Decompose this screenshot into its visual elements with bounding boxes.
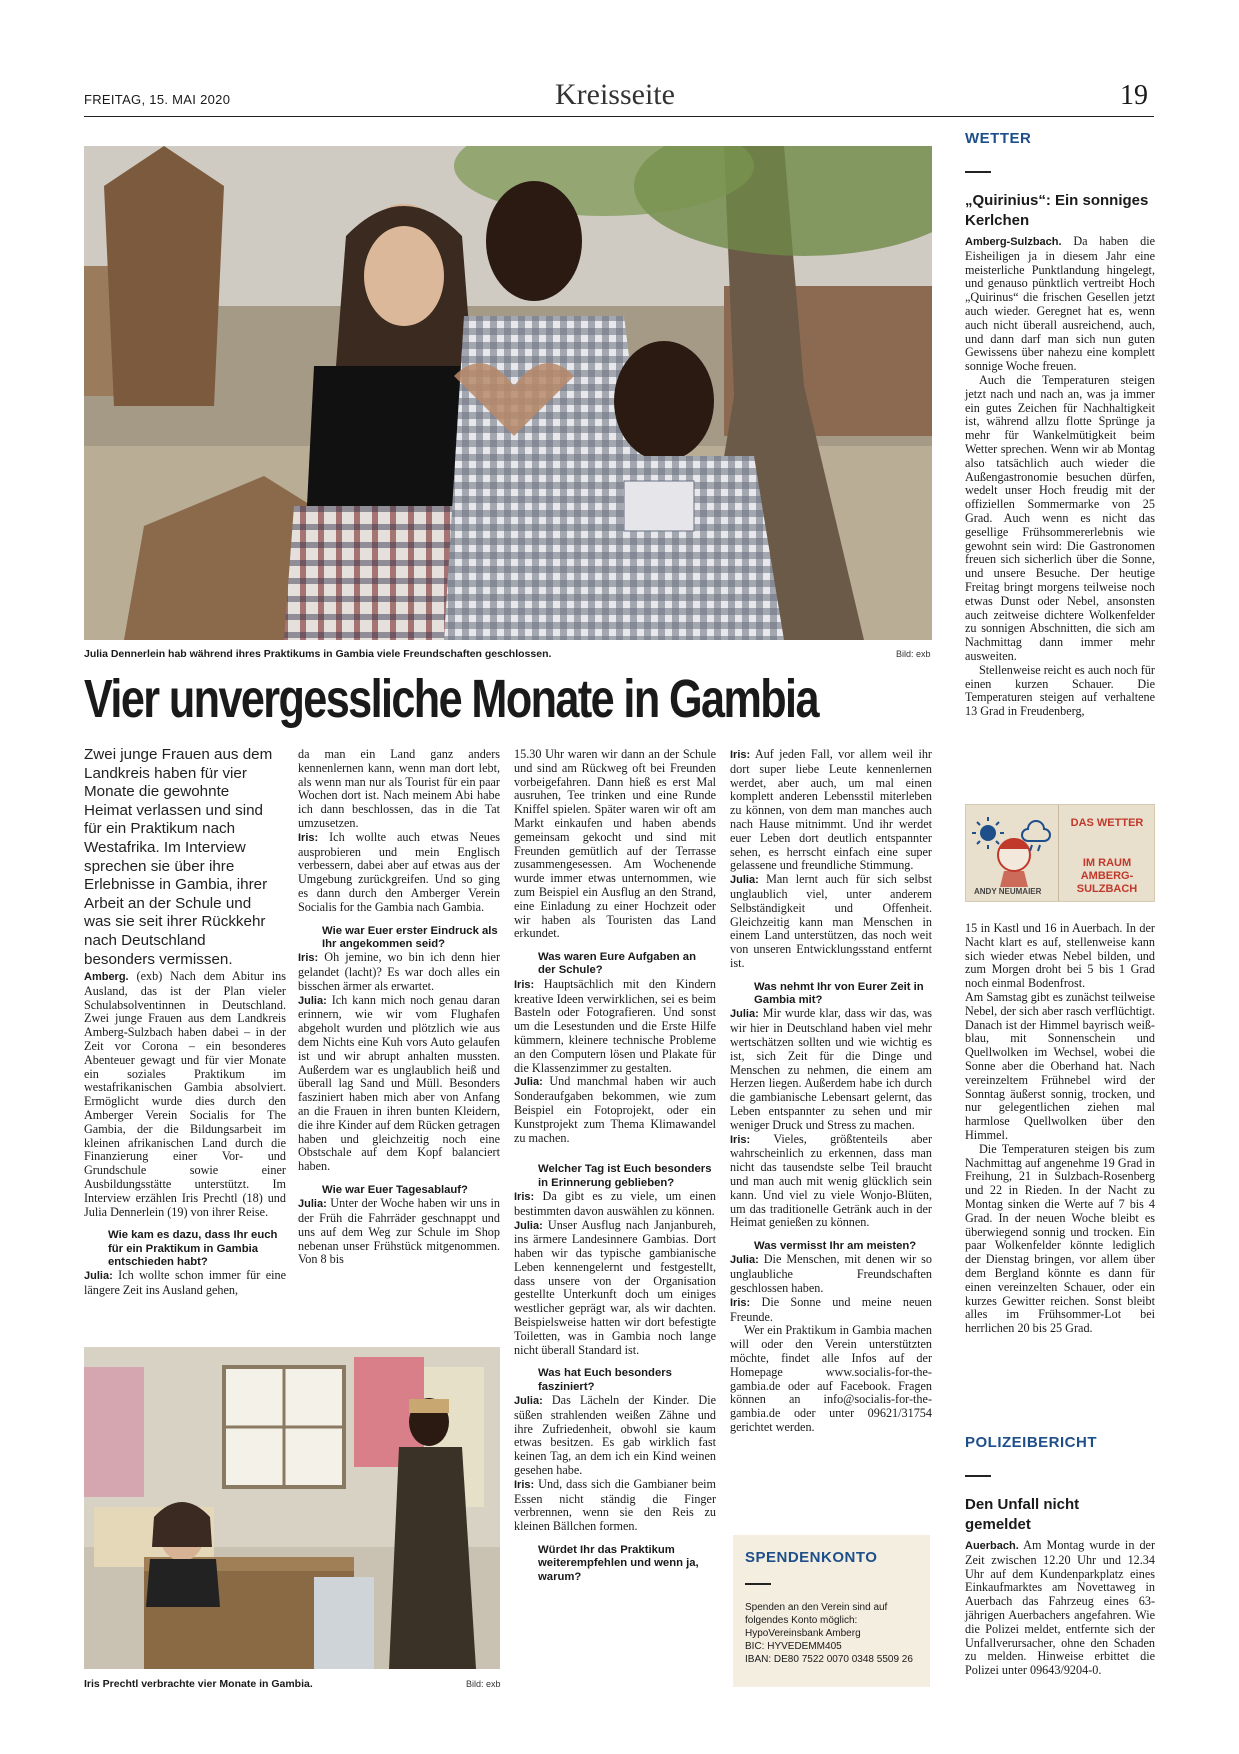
speaker: Julia: <box>730 874 759 887</box>
speaker: Iris: <box>298 952 319 965</box>
main-photo-caption: Julia Dennerlein hab während ihres Praktikums in Gambia viele Freundschaften geschlossen. <box>84 648 552 660</box>
speaker: Iris: <box>514 1478 535 1491</box>
answer-text: Man lernt auch für sich selbst unglaublich viel, unter anderem Selbständigkeit und Offenheit. Gleichzeitig kann man Menschen in einem Land unterstützen, das noch weit von unseren Entwicklungsstand entfernt ist. <box>730 872 932 970</box>
donation-iban: IBAN: DE80 7522 0070 0348 5509 26 <box>745 1654 913 1665</box>
article-column-3 <box>514 748 716 1584</box>
section-title: Kreisseite <box>555 78 675 111</box>
weather-badge <box>965 804 1155 902</box>
answer-text: Hauptsächlich mit den Kindern kreative Ideen verwirklichen, sei es beim Basteln oder Fotografieren. Und sonst um die Lesestunden und die Erste Hilfe kümmern, kleinere technische Probleme an den Computern lösen und Plakate für die Klassenzimmer zu gestalten. <box>514 976 716 1075</box>
speaker: Iris: <box>514 978 535 991</box>
weather-text: Die Temperaturen steigen bis zum Nachmittag auf angenehme 19 Grad in Freihung, 21 in Sulzbach-Rosenberg und 22 in Rieden. In der Nacht zu Montag sinken die Werte auf 7 bis 4 Grad. In der neuen Woche bleibt es überwiegend sonnig und trocken. Ein paar Wolkenfelder könnte lediglich der Dienstag bringen, vor allem über dem Bergland könnte es dann für einen vereinzelten Schauer, oder ein kurzes Gewitter reichen. Sonst bleibt alles im Frühsommer-Lot bei herrlichen 20 bis 25 Grad. <box>965 1141 1155 1336</box>
answer-text: Unter der Woche haben wir uns in der Früh die Fahrräder geschnappt und uns auf dem Weg zur Schule im Shop nebenan unser Frühstück mitgenommen. Von 8 bis <box>298 1196 500 1267</box>
speaker: Julia: <box>730 1008 759 1021</box>
weather-author: ANDY NEUMAIER <box>974 887 1042 896</box>
dateline: Amberg. <box>84 971 129 983</box>
weather-body-continued <box>965 922 1155 1336</box>
badge-divider <box>1058 805 1059 901</box>
speaker: Iris: <box>298 831 319 844</box>
speaker: Julia: <box>730 1254 759 1267</box>
weather-body <box>965 235 1155 719</box>
question: Was waren Eure Aufgaben an der Schule? <box>538 951 696 977</box>
answer-text: Das Lächeln der Kinder. Die süßen strahlenden weißen Zähne und ihre Zufriedenheit, obwohl sie kaum etwas besitzen. Es gab wirklich fast keinen Tag, an dem ich ein Kind weinen gesehen habe. <box>514 1393 717 1478</box>
intro-text: (exb) Nach dem Abitur ins Ausland, das ist der Plan vieler Schulabsolventinnen in Deutschland. Zwei junge Frauen aus dem Landkreis Amberg-Sulzbach haben dabei – in der Zeit vor Corona – ein besonderes Abenteuer gewagt und für vier Monate ein soziales Praktikum im westafrikanischen Gambia absolviert. Ermöglicht wurde dies durch den Amberger Verein Socialis for The Gambia, der die Bildungsarbeit im kleinen afrikanischen Land durch die Finanzierung einer Vor- und Grundschule sowie einer Ausbildungsstätte unterstützt. Im Interview erzählen Iris Prechtl (18) und Julia Dennerlein (19) von ihrer Reise. <box>84 969 287 1219</box>
answer-text: da man ein Land ganz anders kennenlernen kann, wenn man dort lebt, als wenn man nur als Tourist für ein paar Wochen dort ist. Nach meinem Abi habe ich dann beschlossen, das in die Tat umzusetzen. <box>298 747 500 830</box>
police-headline: Den Unfall nicht gemeldet <box>965 1496 1080 1533</box>
main-photo <box>84 146 932 640</box>
question: Was hat Euch besonders fasziniert? <box>538 1367 672 1393</box>
weather-badge-title: DAS WETTER <box>1070 817 1144 829</box>
dateline: Auerbach. <box>965 1540 1019 1552</box>
question: Welcher Tag ist Euch besonders in Erinnerung geblieben? <box>538 1163 712 1189</box>
donation-details <box>745 1601 921 1666</box>
speaker: Julia: <box>514 1219 543 1232</box>
question: Was vermisst Ihr am meisten? <box>754 1240 917 1253</box>
police-body <box>965 1539 1155 1678</box>
bottom-photo <box>84 1347 500 1669</box>
main-photo-image <box>84 146 932 640</box>
question: Wie kam es dazu, dass Ihr euch für ein Praktikum in Gambia entschieden habt? <box>108 1229 278 1268</box>
answer-text: Da gibt es zu viele, um einen bestimmten davon auswählen zu können. <box>514 1188 716 1218</box>
bottom-photo-credit: Bild: exb <box>466 1679 501 1689</box>
donation-divider <box>745 1583 771 1585</box>
speaker: Julia: <box>514 1395 543 1408</box>
police-divider <box>965 1475 991 1477</box>
question: Wie war Euer erster Eindruck als Ihr angekommen seid? <box>322 924 498 950</box>
answer-text: Auf jeden Fall, vor allem weil ihr dort super liebe Leute kennenlernen werdet, aber auch, um mal einen komplett anderen Lebensstil miterleben zu können, von dem man manches auch nach Hause mitnimmt. Und ihr werdet euer Leben dort deutlich entspannter sehen, es herrscht einfach eine super gelassene und freundliche Stimmung. <box>730 747 932 873</box>
answer-text: Ich wollte auch etwas Neues ausprobieren und mein Englisch verbessern, dabei aber auf etwas aus der Umgebung zurückgreifen. Und so ging es dann durch den Amberger Verein Socialis for the Gambia nach Gambia. <box>298 829 500 914</box>
weather-text: Am Samstag gibt es zunächst teilweise Nebel, der sich aber rasch verflüchtigt. Danach ist der Himmel bayrisch weiß- blau, mit Sonnenschein und Quellwolken im Wechsel, wobei die Sonne aber die Oberhand hat. Nach vereinzeltem Frühnebel wird der Sonntag äußerst sonnig, trocken, und nur gelegentlichen ziehen mal harmlose Quellwolken über den Himmel. <box>965 989 1155 1142</box>
donation-title: SPENDENKONTO <box>745 1549 878 1566</box>
bottom-photo-image <box>84 1347 500 1669</box>
dateline: Amberg-Sulzbach. <box>965 236 1062 248</box>
police-text: Am Montag wurde in der Zeit zwischen 12.20 Uhr und 12.34 Uhr auf dem Kundenparkplatz eines Einkaufmarktes am Novettaweg in Auerbach das Fahrzeug eines 63-jährigen Auerbachers angefahren. Wie die Polizei meldet, entfernte sich der Unfallverursacher, ohne den Schaden zu melden. Hinweise erbittet die Polizei unter 09643/9204-0. <box>965 1538 1156 1678</box>
article-headline: Vier unvergessliche Monate in Gambia <box>84 669 818 729</box>
weather-text: Auch die Temperaturen steigen jetzt nach und nach an, was ja immer ein gutes Zeichen für Nachhaltigkeit ist, während allzu flotte Sprünge ja mehr für Wankelmütigkeit beim Wetter sprechen. Wenn wir ab Montag also tatsächlich auch wieder die Außengastronomie besuchen dürfen, wedelt unser Hoch freudig mit der offiziellen Sommermarke von 25 Grad. Auch wenn es nicht das gesellige Frühsommererlebnis wie gewohnt sein wird: Die Gastronomen freuen sich sicherlich über die Sonne, und unsere Besuche. Der heutige Freitag bringt morgens teilweise noch etwas Dunst oder Nebel, ansonsten auch zeitweise dichtere Wolkenfelder zu sonnigen Abschnitten, die sich am Nachmittag dann immer mehr ausweiten. <box>965 372 1155 663</box>
weather-text: 15 in Kastl und 16 in Auerbach. In der Nacht klart es auf, stellenweise kann sich wieder etwas Nebel bilden, und zum Morgen droht bei 5 bis 1 Grad noch einmal Bodenfrost. <box>965 921 1155 991</box>
question: Was nehmt Ihr von Eurer Zeit in Gambia mit? <box>754 980 924 1007</box>
weather-section <box>965 130 1155 719</box>
answer-text: Mir wurde klar, dass wir das, was wir hier in Deutschland haben viel mehr wertschätzen sollten und wie wichtig es ist, sich Zeit für die Dinge und Menschen zu nehmen, die einem am Herzen liegen. Außerdem habe ich durch die gambianische Lebensart gelernt, das Leben entspannter zu sehen und mir weniger Druck und Stress zu machen. <box>730 1006 932 1132</box>
weather-divider <box>965 171 991 173</box>
answer-text: Die Sonne und meine neuen Freunde. <box>730 1294 933 1324</box>
answer-text: Ich kann mich noch genau daran erinnern, wie wir vom Flughafen abgeholt wurden und plötzlich wie aus dem Nichts eine Kuh vors Auto gelaufen ist und wir abrupt anhalten mussten. Außerdem war es unglaublich heiß und überall lag Sand und Müll. Besonders fasziniert haben mich aber von Anfang an die Frauen in ihren bunten Kleidern, die ihre Kinder auf dem Rücken getragen haben und gleichzeitig noch eine Obstschale auf dem Kopf balanciert haben. <box>298 992 500 1174</box>
weather-text: Stellenweise reicht es auch noch für einen kurzen Schauer. Die Temperaturen steigen auf verhaltene 13 Grad in Freudenberg, <box>965 662 1155 719</box>
answer-text: Vieles, größtenteils aber wahrscheinlich zu erkennen, dass man nicht das tausendste selbe Teil braucht und man auch mit wenig glücklich sein kann. Und viel zu viele Wonjo-Blüten, um das traditionelle Getränk auch in der Heimat genießen zu können. <box>730 1131 932 1230</box>
speaker: Iris: <box>730 1133 751 1146</box>
police-section <box>965 1434 1155 1678</box>
answer-text: Ich wollte schon immer für eine längere Zeit ins Ausland gehen, <box>84 1268 287 1298</box>
answer-text: Unser Ausflug nach Janjanbureh, ins ärmere Landesinnere Gambias. Dort haben wir das typische gambianische Leben kennengelernt und festgestellt, dass unsere von der Organisation gestellte Unterkunft doch um einiges westlicher geprägt war, als wir dachten. Beispielsweise hatten wir dort befestigte Toiletten, was in Gambia noch lange nicht überall Standard ist. <box>514 1217 716 1357</box>
weather-text: Da haben die Eisheiligen ja in diesem Jahr eine meisterliche Punktlandung hingelegt, und genauso pünktlich vertreibt Hoch „Quirinus“ die frischen Gesellen jetzt auch wieder. Geregnet hat es, wenn auch nicht überall ausreichend, auch, und dann darf man sich nun guten Gewissens über nahezu eine komplett sonnige Woche freuen. <box>965 234 1156 374</box>
speaker: Iris: <box>730 1296 751 1309</box>
speaker: Iris: <box>514 1190 535 1203</box>
answer-text: Und manchmal haben wir auch Sonderaufgaben bekommen, wie zum Beispiel ein Fotoprojekt, oder ein Kunstprojekt zum Thema Klimawandel zu machen. <box>514 1074 717 1145</box>
donation-bank: HypoVereinsbank Amberg <box>745 1628 861 1639</box>
answer-text: 15.30 Uhr waren wir dann an der Schule und sind am Rückweg oft bei Freunden vorbeigefahren. Dann hieß es erst Mal ausruhen, Tee trinken und eine Runde Kniffel spielen. Später waren wir oft am Markt einkaufen und haben abends gemeinsam gekocht und sind mit Freunden gemütlich auf der Terrasse zusammengesessen. Am Wochenende wurde immer etwas unternommen, wie zum Beispiel ein Ausflug an den Strand, eine Einladung zu einer Hochzeit oder wir haben als Touristen das Land erkundet. <box>514 747 716 941</box>
donation-bic: BIC: HYVEDEMM405 <box>745 1641 842 1652</box>
closing-text: Wer ein Praktikum in Gambia machen will oder den Verein unterstützten möchte, findet alle Infos auf der Homepage www.socialis-for-the-gambia.de oder auf Facebook. Fragen können an info@socialis-for-the-gambia.de oder unter 09621/31754 gerichtet werden. <box>730 1323 932 1434</box>
donation-box <box>733 1535 930 1687</box>
weather-badge-region: IM RAUM AMBERG-SULZBACH <box>1076 857 1138 895</box>
speaker: Julia: <box>298 1198 327 1211</box>
answer-text: Die Menschen, mit denen wir so unglaubliche Freundschaften geschlossen haben. <box>730 1252 932 1295</box>
question: Würdet Ihr das Praktikum weiterempfehlen und wenn ja, warum? <box>538 1544 699 1583</box>
issue-date: FREITAG, 15. MAI 2020 <box>84 92 231 107</box>
article-column-4 <box>730 748 932 1435</box>
answer-text: Oh jemine, wo bin ich denn hier gelandet (lacht)? Es war doch alles ein bisschen ärmer als erwartet. <box>298 950 501 993</box>
donation-text: Spenden an den Verein sind auf folgendes Konto möglich: <box>745 1602 888 1626</box>
page-number: 19 <box>1120 80 1148 111</box>
weather-illustration <box>970 811 1056 891</box>
police-section-title: POLIZEIBERICHT <box>965 1434 1098 1451</box>
article-teaser: Zwei junge Frauen aus dem Landkreis haben für vier Monate die gewohnte Heimat verlassen und sind für ein Praktikum nach Westafrika. Im Interview sprechen sie über ihre Erlebnisse in Gambia, ihrer Arbeit an der Schule und was sie seit ihrer Rückkehr nach Deutschland besonders vermissen. <box>84 746 273 968</box>
main-photo-credit: Bild: exb <box>896 649 931 659</box>
bottom-photo-caption: Iris Prechtl verbrachte vier Monate in Gambia. <box>84 1678 313 1690</box>
question: Wie war Euer Tagesablauf? <box>322 1183 468 1196</box>
speaker: Julia: <box>84 1270 113 1283</box>
answer-text: Und, dass sich die Gambianer beim Essen nicht ständig die Finger verbrennen, wenn sie den Reis zu kleinen Bällchen formen. <box>514 1476 717 1534</box>
article-column-2 <box>298 748 500 1267</box>
weather-headline: „Quirinius“: Ein sonniges Kerlchen <box>965 192 1149 229</box>
speaker: Iris: <box>730 749 751 761</box>
header-rule <box>84 116 1154 117</box>
speaker: Julia: <box>298 994 327 1007</box>
weather-section-title: WETTER <box>965 130 1032 147</box>
article-column-1 <box>84 970 286 1298</box>
speaker: Julia: <box>514 1076 543 1089</box>
